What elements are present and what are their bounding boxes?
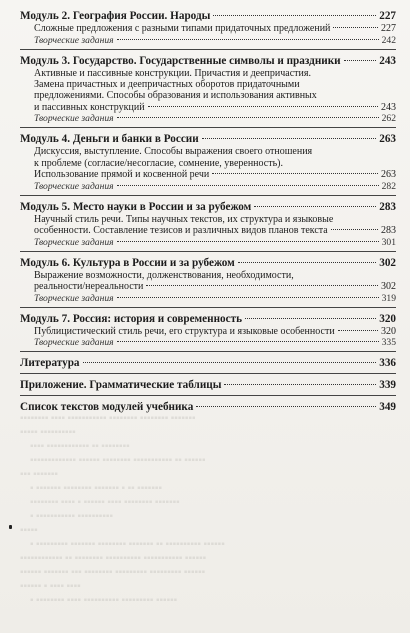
module-title-text: Модуль 2. География России. Народы xyxy=(20,10,211,22)
module-title-page: 302 xyxy=(379,256,396,269)
dot-leader xyxy=(338,330,378,331)
dot-leader xyxy=(333,27,378,28)
dot-leader xyxy=(213,15,376,16)
module-description-line: Научный стиль речи. Типы научных текстов, их структура и языковые xyxy=(34,213,334,225)
topic-entry-text: Публицистический стиль речи, его структура и языковые особенности xyxy=(34,325,335,337)
module-title[interactable] xyxy=(20,55,396,68)
appendix-entry-text: Список текстов модулей учебника xyxy=(20,401,194,414)
dot-leader xyxy=(148,106,378,107)
appendix-entry-page: 336 xyxy=(379,357,396,370)
section-divider xyxy=(20,373,396,374)
creative-tasks-entry-page: 319 xyxy=(381,292,396,304)
creative-tasks-entry[interactable] xyxy=(20,293,396,304)
toc-module xyxy=(20,201,396,248)
module-title[interactable] xyxy=(20,201,396,214)
page-mark xyxy=(9,525,12,529)
section-divider xyxy=(20,195,396,196)
module-title-text: Модуль 7. Россия: история и современность xyxy=(20,312,243,325)
topic-entry-page: 320 xyxy=(381,325,396,337)
topic-entry-page: 283 xyxy=(381,225,396,237)
dot-leader xyxy=(344,60,377,61)
module-title-text: Модуль 4. Деньги и банки в России xyxy=(20,133,199,146)
dot-leader xyxy=(117,297,379,298)
appendix-entry[interactable] xyxy=(20,379,396,392)
topic-entry[interactable] xyxy=(20,326,396,338)
module-title-page: 243 xyxy=(379,54,396,67)
creative-tasks-entry[interactable] xyxy=(20,181,396,192)
topic-entry-text: особенности. Составление тезисов и различных видов планов текста xyxy=(34,225,328,237)
module-title-text: Модуль 6. Культура в России и за рубежом xyxy=(20,256,235,269)
creative-tasks-entry-page: 301 xyxy=(381,236,396,248)
dot-leader xyxy=(196,406,376,407)
topic-entry[interactable] xyxy=(20,23,396,35)
module-description-line: предложениями. Способы образования и использования активных xyxy=(34,90,317,102)
appendix-entry-page: 339 xyxy=(379,379,396,392)
topic-entry[interactable] xyxy=(20,281,396,293)
dot-leader xyxy=(212,173,378,174)
section-divider xyxy=(20,49,396,50)
appendix-entry-text: Приложение. Грамматические таблицы xyxy=(20,379,222,392)
creative-tasks-entry-text: Творческие задания xyxy=(34,180,114,192)
creative-tasks-entry[interactable] xyxy=(20,35,396,46)
creative-tasks-entry-text: Творческие задания xyxy=(34,34,114,46)
topic-entry[interactable] xyxy=(20,225,396,237)
creative-tasks-entry-page: 282 xyxy=(381,180,396,192)
topic-entry-page: 243 xyxy=(381,101,396,113)
creative-tasks-entry-text: Творческие задания xyxy=(34,292,114,304)
dot-leader xyxy=(117,241,379,242)
module-title-page: 320 xyxy=(379,312,396,325)
toc-module xyxy=(20,257,396,304)
module-title[interactable] xyxy=(20,10,396,23)
creative-tasks-entry[interactable] xyxy=(20,237,396,248)
topic-entry[interactable] xyxy=(20,102,396,114)
section-divider xyxy=(20,351,396,352)
module-title-text: Модуль 3. Государство. Государственные символы и праздники xyxy=(20,54,341,67)
dot-leader xyxy=(224,384,376,385)
toc-module xyxy=(20,133,396,191)
dot-leader xyxy=(238,262,376,263)
creative-tasks-entry-text: Творческие задания xyxy=(34,113,114,125)
module-title-page: 283 xyxy=(379,200,396,213)
dot-leader xyxy=(254,206,376,207)
module-description-line: Дискуссия, выступление. Способы выражения своего отношения xyxy=(34,146,313,158)
dot-leader xyxy=(331,229,378,230)
dot-leader xyxy=(245,318,376,319)
section-divider xyxy=(20,251,396,252)
module-title[interactable] xyxy=(20,257,396,270)
topic-entry-text: и пассивных конструкций xyxy=(34,101,145,113)
dot-leader xyxy=(117,185,379,186)
module-description-line: Выражение возможности, долженствования, необходимости, xyxy=(34,269,294,281)
toc-module xyxy=(20,10,396,46)
creative-tasks-entry-page: 262 xyxy=(381,113,396,125)
creative-tasks-entry-page: 242 xyxy=(381,34,396,46)
module-description-line: к проблеме (согласие/несогласие, сомнение, уверенность). xyxy=(34,157,283,169)
module-title-page: 263 xyxy=(379,133,396,146)
toc-module xyxy=(20,55,396,125)
module-title[interactable] xyxy=(20,133,396,146)
dot-leader xyxy=(117,341,379,342)
appendix-entry[interactable] xyxy=(20,357,396,370)
topic-entry-text: Сложные предложения с разными типами придаточных предложений xyxy=(34,23,331,34)
topic-entry-page: 263 xyxy=(381,169,396,181)
section-divider xyxy=(20,127,396,128)
creative-tasks-entry-text: Творческие задания xyxy=(34,236,114,248)
section-divider xyxy=(20,395,396,396)
creative-tasks-entry[interactable] xyxy=(20,113,396,124)
creative-tasks-entry[interactable] xyxy=(20,337,396,348)
toc-module xyxy=(20,313,396,349)
topic-entry-page: 302 xyxy=(381,281,396,293)
module-title-page: 227 xyxy=(379,10,396,22)
module-description-line: Активные и пассивные конструкции. Причастия и деепричастия. xyxy=(34,67,311,79)
dot-leader xyxy=(146,285,378,286)
table-of-contents xyxy=(20,10,396,414)
show-through-text: ▪▪▪▪▪▪▪▪ ▪▪▪▪ ▪▪▪▪▪▪▪▪▪▪▪ ▪▪▪▪▪▪▪▪ ▪▪▪▪▪▪▪▪ ▪▪▪▪▪▪▪ ▪▪▪▪▪ ▪▪▪▪▪▪▪▪▪▪ ▪▪▪▪ ▪▪▪▪▪▪▪▪▪▪▪▪ ▪▪ ▪▪▪▪▪▪▪▪ ▪▪▪▪▪▪▪▪▪▪▪▪▪ ▪▪▪▪▪▪ ▪▪▪▪▪▪▪▪ ▪▪▪▪▪▪▪▪▪▪▪ ▪▪ ▪▪▪▪▪▪ ▪▪▪ ▪▪▪▪▪▪▪ ▪ ▪▪▪▪▪▪▪ ▪▪▪▪▪▪▪▪ ▪▪▪▪▪▪▪ ▪ ▪▪ ▪▪▪▪▪▪▪ ▪▪▪▪▪▪▪▪ ▪▪▪▪ ▪ ▪▪▪▪▪▪ ▪▪▪▪ ▪▪▪▪▪▪▪▪ ▪▪▪▪▪▪▪ ▪ ▪▪▪▪▪▪▪▪▪▪▪ ▪▪▪▪▪▪▪▪▪▪ ▪▪▪▪▪ ▪ ▪▪▪▪▪▪▪▪▪ ▪▪▪▪▪▪▪ ▪▪▪▪▪▪▪▪ ▪▪▪▪▪▪▪ ▪▪ ▪▪▪▪▪▪▪▪▪▪ ▪▪▪▪▪▪ ▪▪▪▪▪▪▪▪▪▪▪▪ ▪▪ ▪▪▪▪▪▪▪▪ ▪▪▪▪▪▪▪▪▪▪ ▪▪▪▪▪▪▪▪▪▪▪ ▪▪▪▪▪▪ ▪▪▪▪▪▪ ▪▪▪▪▪▪▪ ▪▪▪ ▪▪▪▪▪▪▪▪ ▪▪▪▪▪▪▪▪▪ ▪▪▪▪▪▪▪▪▪ ▪▪▪▪▪▪ ▪▪▪▪▪▪ ▪ ▪▪▪▪ ▪▪▪▪ ▪ ▪▪▪▪▪▪▪▪ ▪▪▪▪ ▪▪▪▪▪▪▪▪▪▪ ▪▪▪▪▪▪▪▪▪ ▪▪▪▪▪▪ xyxy=(20,413,225,606)
topic-entry-page: 227 xyxy=(381,23,396,34)
creative-tasks-entry-page: 335 xyxy=(381,337,396,349)
topic-entry-text: Использование прямой и косвенной речи xyxy=(34,169,210,181)
dot-leader xyxy=(83,362,377,363)
topic-entry-text: реальности/нереальности xyxy=(34,281,144,293)
appendix-entry-text: Литература xyxy=(20,357,80,370)
appendix-entry-page: 349 xyxy=(379,401,396,414)
module-description-line: Замена причастных и деепричастных оборотов придаточными xyxy=(34,79,300,90)
module-title[interactable] xyxy=(20,313,396,326)
dot-leader xyxy=(202,138,377,139)
dot-leader xyxy=(117,117,379,118)
section-divider xyxy=(20,307,396,308)
dot-leader xyxy=(117,39,379,40)
module-title-text: Модуль 5. Место науки в России и за рубежом xyxy=(20,200,252,213)
topic-entry[interactable] xyxy=(20,169,396,181)
creative-tasks-entry-text: Творческие задания xyxy=(34,337,114,349)
